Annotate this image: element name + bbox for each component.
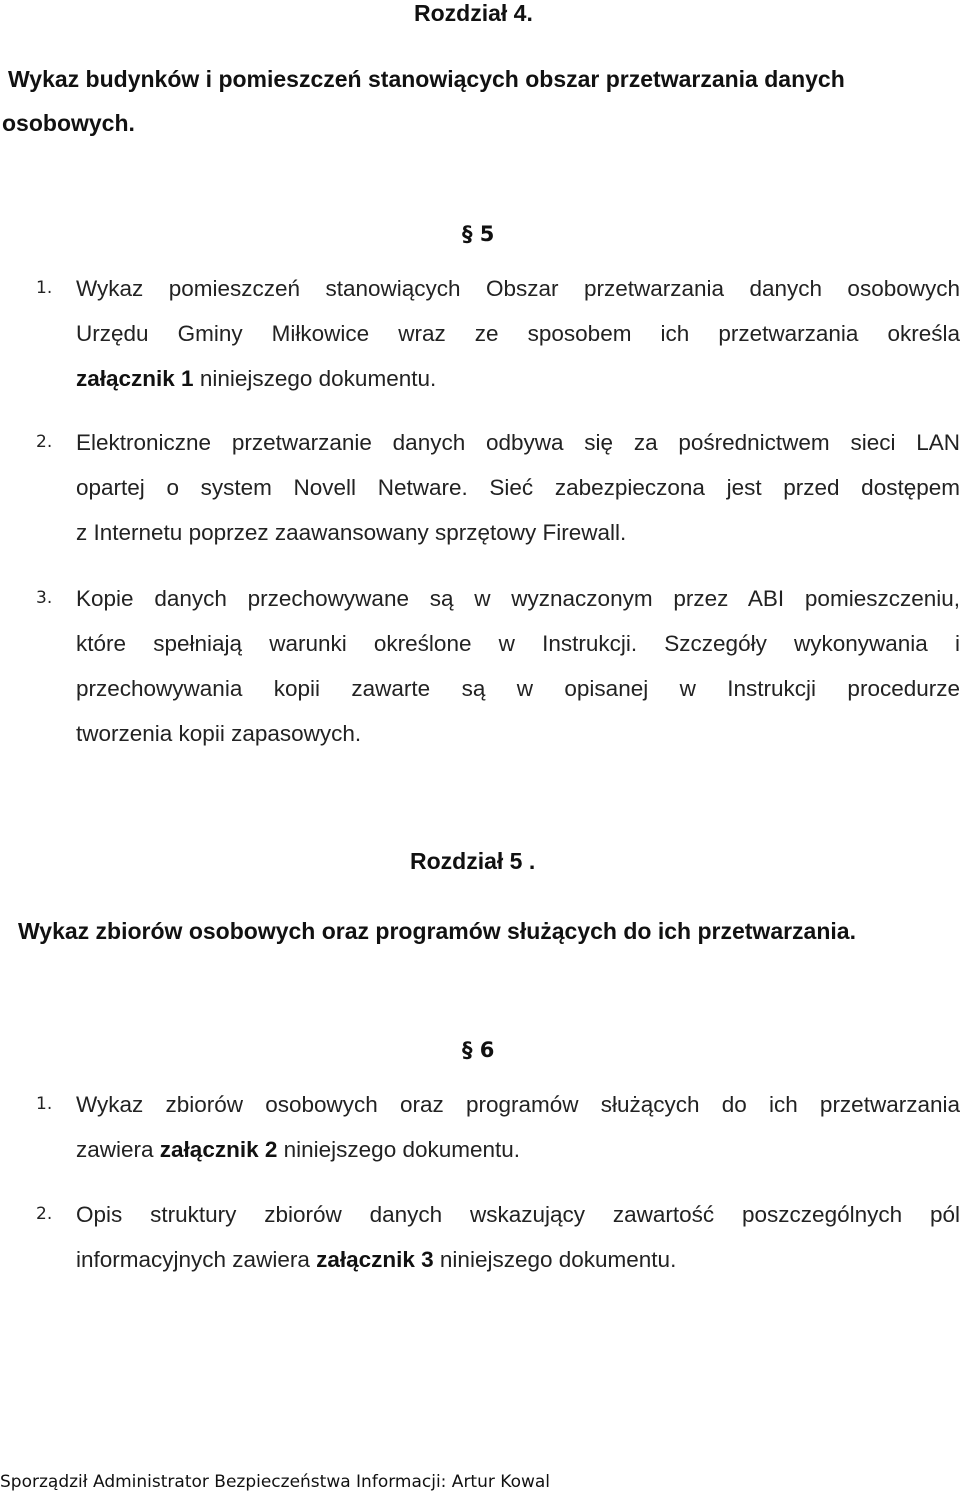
chapter-4-title: Rozdział 4. [414,0,533,26]
item-line [76,356,960,401]
item-text [76,576,960,756]
item-line: Urzędu Gminy Miłkowice wraz ze sposobem ich przetwarzania określa [76,321,960,346]
item-number: 1. [36,278,53,298]
item-number: 2. [36,1204,53,1224]
page-footer: Sporządził Administrator Bezpieczeństwa Informacji: Artur Kowal [0,1472,551,1492]
item-line-start: zawiera [76,1137,160,1162]
chapter-4-subtitle-line-1: Wykaz budynków i pomieszczeń stanowiących obszar przetwarzania danych [8,66,845,92]
item-number: 3. [36,588,53,608]
item-text [76,420,960,555]
item-line [76,1127,960,1172]
item-line: Elektroniczne przetwarzanie danych odbywa się za pośrednictwem sieci LAN [76,430,960,455]
section-6-mark: § 6 [462,1038,495,1062]
item-line: Opis struktury zbiorów danych wskazujący zawartość poszczególnych pól [76,1202,960,1227]
section-5-mark: § 5 [462,222,495,246]
item-line-start: informacyjnych zawiera [76,1247,317,1272]
attachment-reference: załącznik 3 [316,1247,434,1272]
item-line: które spełniają warunki określone w Instrukcji. Szczegóły wykonywania i [76,631,960,656]
chapter-5-subtitle: Wykaz zbiorów osobowych oraz programów służących do ich przetwarzania. [18,918,856,944]
item-line: opartej o system Novell Netware. Sieć zabezpieczona jest przed dostępem [76,475,960,500]
item-line: przechowywania kopii zawarte są w opisanej w Instrukcji procedurze [76,676,960,701]
item-number: 2. [36,432,53,452]
item-line-rest: niniejszego dokumentu. [193,366,437,391]
item-line-rest: niniejszego dokumentu. [277,1137,521,1162]
chapter-4-subtitle-line-2: osobowych. [2,110,135,136]
item-text [76,266,960,401]
item-line: z Internetu poprzez zaawansowany sprzętowy Firewall. [76,520,627,545]
item-line: Wykaz pomieszczeń stanowiących Obszar przetwarzania danych osobowych [76,276,960,301]
attachment-reference: załącznik 2 [159,1137,278,1162]
attachment-reference: załącznik 1 [76,366,194,391]
item-line: Wykaz zbiorów osobowych oraz programów służących do ich przetwarzania [76,1092,960,1117]
item-line: tworzenia kopii zapasowych. [76,721,362,746]
item-text [76,1082,960,1172]
item-number: 1. [36,1094,53,1114]
item-text [76,1192,960,1282]
chapter-5-title: Rozdział 5 . [410,848,536,874]
item-line: Kopie danych przechowywane są w wyznaczonym przez ABI pomieszczeniu, [76,586,960,611]
item-line-rest: niniejszego dokumentu. [433,1247,677,1272]
item-line [76,1237,960,1282]
